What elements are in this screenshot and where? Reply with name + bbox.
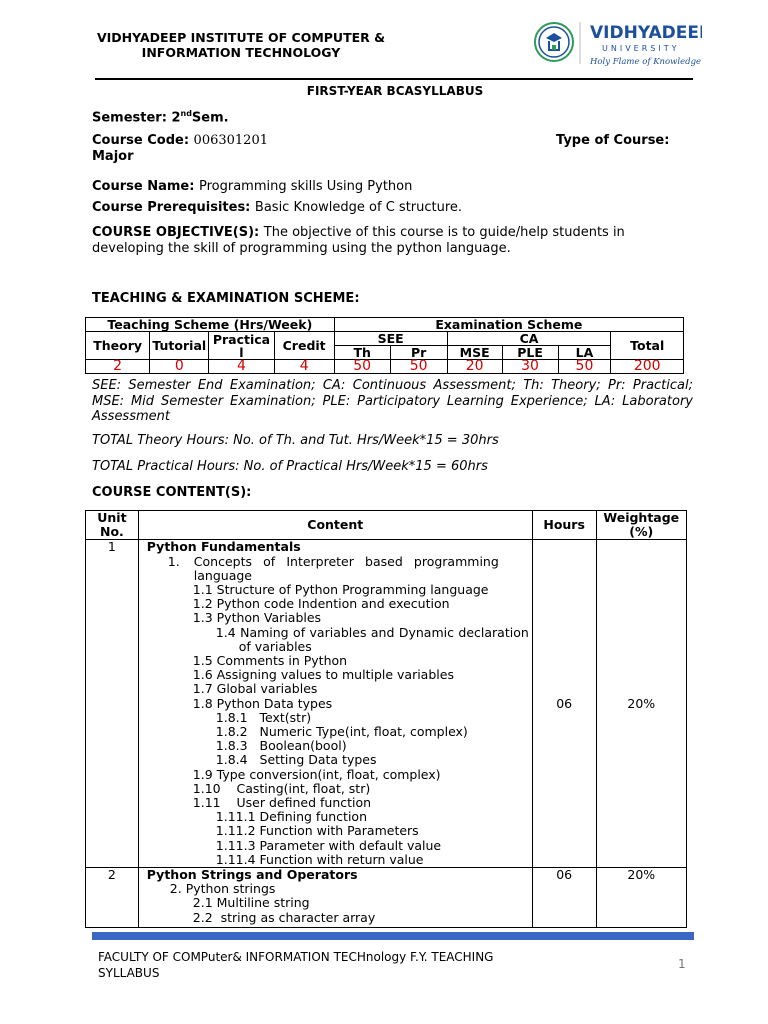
- sub-topic: 1.8.4 Setting Data types: [215, 752, 377, 768]
- university-logo: [532, 14, 702, 70]
- unit-title: Python Strings and Operators: [146, 867, 358, 883]
- unit-content: [138, 868, 532, 928]
- value-theory: 2: [86, 360, 150, 374]
- sub-topic: 1.4 Naming of variables and Dynamic declaration of variables: [215, 624, 533, 654]
- logo-name: VIDHYADEEP: [590, 23, 702, 43]
- total-practical-hours: TOTAL Practical Hours: No. of Practical Hrs/Week*15 = 60hrs: [92, 459, 488, 474]
- unit-weightage: 20%: [596, 868, 686, 928]
- unit-title: Python Fundamentals: [146, 539, 301, 555]
- sub-topic: 1.2 Python code Indention and execution: [192, 596, 450, 612]
- course-name: Course Name: Programming skills Using Python: [92, 179, 413, 194]
- sub-topic: 1.11 User defined function: [192, 795, 372, 811]
- list-item: 2. Python strings: [169, 881, 276, 897]
- unit-no-header: Unit No.: [86, 511, 139, 540]
- value-th: 50: [334, 360, 390, 374]
- scheme-table: [85, 317, 684, 374]
- sub-topic: 1.11.3 Parameter with default value: [215, 837, 442, 853]
- logo-tagline: Holy Flame of Knowledge: [590, 57, 702, 67]
- value-tutorial: 0: [150, 360, 209, 374]
- footer-bar: [92, 932, 694, 940]
- exam-scheme-header: Examination Scheme: [334, 318, 683, 332]
- list-item: 1. Concepts of Interpreter based programming language: [167, 553, 499, 583]
- total-header: Total: [611, 332, 684, 360]
- weightage-header: Weightage (%): [596, 511, 686, 540]
- logo-sub: UNIVERSITY: [602, 44, 680, 53]
- sub-topic: 1.11.1 Defining function: [215, 809, 367, 825]
- value-total: 200: [611, 360, 684, 374]
- sub-topic: 1.7 Global variables: [192, 681, 318, 697]
- unit-number: 1: [86, 540, 139, 868]
- course-content-table: [85, 510, 687, 928]
- value-la: 50: [558, 360, 611, 374]
- sub-topic: 1.1 Structure of Python Programming language: [192, 582, 489, 598]
- course-code: Course Code: 006301201: [92, 133, 268, 148]
- sub-topic: 1.5 Comments in Python: [192, 653, 348, 669]
- content-heading: COURSE CONTENT(S):: [92, 485, 252, 500]
- sub-topic: 1.8.3 Boolean(bool): [215, 738, 347, 754]
- theory-header: Theory: [86, 332, 150, 360]
- sub-topic: 1.6 Assigning values to multiple variables: [192, 667, 454, 683]
- value-credit: 4: [274, 360, 334, 374]
- value-practical: 4: [209, 360, 274, 374]
- table-row: [86, 868, 687, 928]
- th-header: Th: [334, 346, 390, 360]
- header-divider: [95, 78, 693, 80]
- course-prerequisites: Course Prerequisites: Basic Knowledge of C structure.: [92, 200, 463, 215]
- course-objective: COURSE OBJECTIVE(S): The objective of this course is to guide/help students in developing the skill of programming using the python language.: [92, 225, 625, 256]
- ca-header: CA: [447, 332, 611, 346]
- teaching-scheme-header: Teaching Scheme (Hrs/Week): [86, 318, 335, 332]
- credit-header: Credit: [274, 332, 334, 360]
- sub-topic: 1.8 Python Data types: [192, 695, 333, 711]
- value-pr: 50: [390, 360, 447, 374]
- tutorial-header: Tutorial: [150, 332, 209, 360]
- total-theory-hours: TOTAL Theory Hours: No. of Th. and Tut. Hrs/Week*15 = 30hrs: [92, 433, 499, 448]
- hours-header: Hours: [532, 511, 596, 540]
- table-row: [86, 540, 687, 868]
- ple-header: PLE: [502, 346, 558, 360]
- unit-weightage: 20%: [596, 540, 686, 868]
- type-of-course-value: Major: [92, 149, 134, 164]
- unit-number: 2: [86, 868, 139, 928]
- value-ple: 30: [502, 360, 558, 374]
- sub-topic: 1.9 Type conversion(int, float, complex): [192, 766, 441, 782]
- page-number: 1: [678, 957, 686, 971]
- practical-header: Practical: [209, 332, 274, 360]
- sub-topic: 1.11.2 Function with Parameters: [215, 823, 419, 839]
- unit-hours: 06: [532, 540, 596, 868]
- syllabus-title: FIRST-YEAR BCASYLLABUS: [306, 84, 484, 98]
- abbreviation-note: SEE: Semester End Examination; CA: Continuous Assessment; Th: Theory; Pr: Practical; MSE: Mid Semester Examination; PLE: Participatory Learning Experience; LA: Laboratory Assessment: [92, 378, 693, 424]
- sub-topic: 1.10 Casting(int, float, str): [192, 780, 371, 796]
- sub-topic: 1.11.4 Function with return value: [215, 851, 424, 867]
- unit-content: [138, 540, 532, 868]
- la-header: LA: [558, 346, 611, 360]
- sub-topic: 1.3 Python Variables: [192, 610, 322, 626]
- sub-topic: 1.8.2 Numeric Type(int, float, complex): [215, 724, 468, 740]
- mse-header: MSE: [447, 346, 502, 360]
- sub-topic: 2.2 string as character array: [192, 909, 376, 925]
- scheme-heading: TEACHING & EXAMINATION SCHEME:: [92, 291, 360, 306]
- type-of-course-label: Type of Course:: [556, 133, 670, 148]
- sub-topic: 1.8.1 Text(str): [215, 709, 312, 725]
- footer-text: FACULTY OF COMPuter& INFORMATION TECHnology F.Y. TEACHING SYLLABUS: [98, 950, 494, 980]
- content-header: Content: [138, 511, 532, 540]
- value-mse: 20: [447, 360, 502, 374]
- sub-topic: 2.1 Multiline string: [192, 895, 310, 911]
- pr-header: Pr: [390, 346, 447, 360]
- semester: Semester: 2ndSem.: [92, 109, 229, 126]
- see-header: SEE: [334, 332, 447, 346]
- institute-name: VIDHYADEEP INSTITUTE OF COMPUTER & INFORMATION TECHNOLOGY: [96, 30, 386, 60]
- unit-hours: 06: [532, 868, 596, 928]
- flame-emblem-icon: [535, 23, 573, 61]
